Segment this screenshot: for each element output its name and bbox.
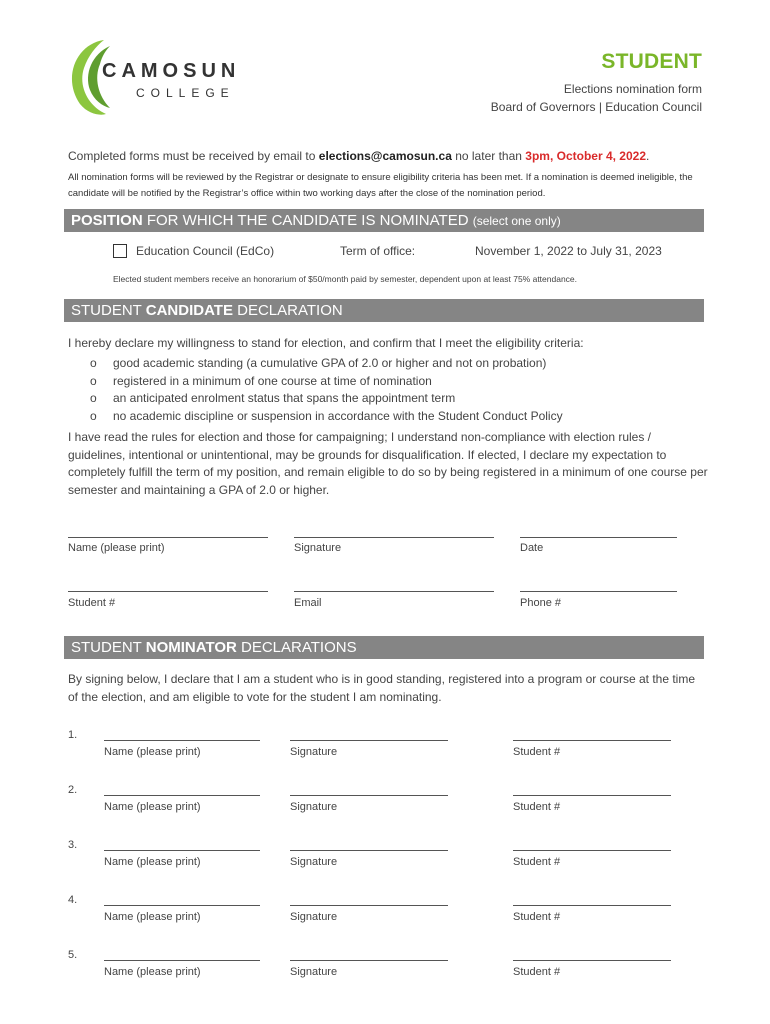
nominator-header-pre: STUDENT xyxy=(71,639,146,656)
candidate-phone-label: Phone # xyxy=(520,597,561,609)
candidate-section-header xyxy=(64,299,704,322)
edco-checkbox[interactable] xyxy=(113,244,127,258)
criteria-text: no academic discipline or suspension in accordance with the Student Conduct Policy xyxy=(113,408,563,423)
nominator-signature-line[interactable] xyxy=(290,960,448,961)
position-header-rest: FOR WHICH THE CANDIDATE IS NOMINATED xyxy=(142,212,473,229)
nominator-header-bold: NOMINATOR xyxy=(145,639,237,656)
review-note: All nomination forms will be reviewed by the Registrar or designate to ensure eligibility criteria has been met. If a nomination is deemed ineligible, the candidate will be notified by the Registrar’s office within two working days after the close of the nomination period. xyxy=(68,172,693,199)
nominator-student-number-label: Student # xyxy=(513,746,561,758)
candidate-name-label: Name (please print) xyxy=(68,542,165,554)
bullet-icon: o xyxy=(90,391,97,405)
nominator-signature-label: Signature xyxy=(290,801,338,813)
nominator-name-line[interactable] xyxy=(104,960,260,961)
nominator-number: 5. xyxy=(68,949,78,961)
criteria-text: registered in a minimum of one course at time of nomination xyxy=(113,373,432,388)
nominator-number: 4. xyxy=(68,894,78,906)
candidate-email-line[interactable] xyxy=(294,591,494,592)
nominator-section-header xyxy=(64,636,704,659)
form-subtitle: Elections nomination form xyxy=(563,82,702,96)
candidate-signature-label: Signature xyxy=(294,542,342,554)
nominator-student-number-label: Student # xyxy=(513,856,561,868)
list-item xyxy=(90,390,563,408)
candidate-phone-line[interactable] xyxy=(520,591,677,592)
candidate-header-pre: STUDENT xyxy=(71,302,146,319)
nominator-name-line[interactable] xyxy=(104,850,260,851)
logo-name: CAMOSUN xyxy=(102,60,241,82)
bullet-icon: o xyxy=(90,356,97,370)
list-item xyxy=(90,408,563,426)
eligibility-criteria-list xyxy=(90,355,563,425)
intro-text-2: no later than xyxy=(451,149,526,163)
form-bodies: Board of Governors | Education Council xyxy=(490,100,702,114)
nominator-signature-label: Signature xyxy=(290,856,338,868)
nominator-name-line[interactable] xyxy=(104,740,260,741)
nominator-name-label: Name (please print) xyxy=(104,801,201,813)
nominator-name-line[interactable] xyxy=(104,795,260,796)
candidate-signature-line[interactable] xyxy=(294,537,494,538)
nominator-name-line[interactable] xyxy=(104,905,260,906)
nominator-header-post: DECLARATIONS xyxy=(236,639,357,656)
logo-sub: COLLEGE xyxy=(136,86,235,100)
candidate-header-bold: CANDIDATE xyxy=(145,302,233,319)
camosun-logo xyxy=(66,38,266,118)
term-dates: November 1, 2022 to July 31, 2023 xyxy=(475,244,662,258)
candidate-statement: I have read the rules for election and those for campaigning; I understand non-compliance with election rules / guidelines, intentional or unintentional, may be grounds for disqualification. If elected, I declare my expectation to completely fulfill the term of my position, and remain eligible to do so by being registered in a minimum of one course per semester and maintaining a GPA of 2.0 or higher. xyxy=(68,430,708,497)
nominator-signature-label: Signature xyxy=(290,911,338,923)
candidate-email-label: Email xyxy=(294,597,322,609)
submission-instructions xyxy=(68,149,708,202)
candidate-date-line[interactable] xyxy=(520,537,677,538)
candidate-header-post: DECLARATION xyxy=(232,302,343,319)
nominator-signature-line[interactable] xyxy=(290,905,448,906)
submission-email[interactable]: elections@camosun.ca xyxy=(318,149,452,163)
nominator-number: 1. xyxy=(68,729,78,741)
nominator-name-label: Name (please print) xyxy=(104,856,201,868)
nominator-signature-label: Signature xyxy=(290,966,338,978)
candidate-name-line[interactable] xyxy=(68,537,268,538)
list-item xyxy=(90,355,563,373)
nominator-number: 3. xyxy=(68,839,78,851)
position-section-header xyxy=(64,209,704,232)
honorarium-note: Elected student members receive an honorarium of $50/month paid by semester, dependent upon at least 75% attendance. xyxy=(113,274,578,284)
nominator-student-number-label: Student # xyxy=(513,801,561,813)
edco-label: Education Council (EdCo) xyxy=(136,244,275,258)
nominator-student-number-line[interactable] xyxy=(513,740,671,741)
nominator-student-number-label: Student # xyxy=(513,966,561,978)
list-item xyxy=(90,373,563,391)
nominator-signature-line[interactable] xyxy=(290,740,448,741)
bullet-icon: o xyxy=(90,373,97,388)
candidate-student-number-line[interactable] xyxy=(68,591,268,592)
nominator-name-label: Name (please print) xyxy=(104,966,201,978)
nominator-student-number-line[interactable] xyxy=(513,795,671,796)
deadline: 3pm, October 4, 2022 xyxy=(525,149,646,163)
position-header-bold: POSITION xyxy=(71,212,143,229)
nominator-signature-label: Signature xyxy=(290,746,338,758)
criteria-text: good academic standing (a cumulative GPA of 2.0 or higher and not on probation) xyxy=(113,356,547,370)
nominator-statement: By signing below, I declare that I am a student who is in good standing, registered into a program or course at the time of the election, and am eligible to vote for the student I am nominating. xyxy=(68,672,696,704)
candidate-date-label: Date xyxy=(520,542,544,554)
candidate-intro: I hereby declare my willingness to stand for election, and confirm that I meet the eligibility criteria: xyxy=(68,336,584,350)
term-label: Term of office: xyxy=(340,244,416,258)
nominator-signature-line[interactable] xyxy=(290,850,448,851)
position-header-note: (select one only) xyxy=(472,214,561,228)
nominator-student-number-label: Student # xyxy=(513,911,561,923)
nominator-student-number-line[interactable] xyxy=(513,905,671,906)
intro-text: Completed forms must be received by email to xyxy=(68,149,319,163)
nominator-name-label: Name (please print) xyxy=(104,746,201,758)
form-header xyxy=(491,50,702,116)
nominator-student-number-line[interactable] xyxy=(513,850,671,851)
nominator-student-number-line[interactable] xyxy=(513,960,671,961)
nominator-number: 2. xyxy=(68,784,78,796)
nominator-signature-line[interactable] xyxy=(290,795,448,796)
criteria-text: an anticipated enrolment status that spans the appointment term xyxy=(113,391,456,405)
intro-period: . xyxy=(646,149,650,163)
form-title: STUDENT xyxy=(601,50,702,73)
candidate-student-number-label: Student # xyxy=(68,597,116,609)
nominator-name-label: Name (please print) xyxy=(104,911,201,923)
bullet-icon: o xyxy=(90,408,97,423)
